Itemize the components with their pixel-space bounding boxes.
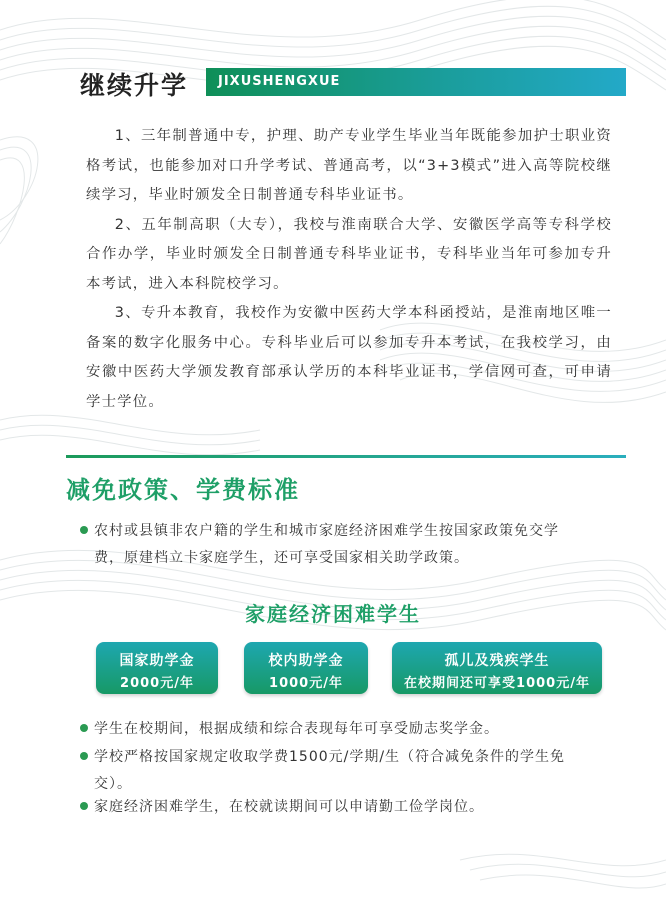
bullet-dot-icon (80, 802, 88, 810)
paragraph-3: 3、专升本教育，我校作为安徽中医药大学本科函授站，是淮南地区唯一备案的数字化服务中心。专科毕业后可以参加专升本考试，在我校学习，由安徽中医药大学颁发教育部承认学历的本科毕业证书，学信网可查，可申请学士学位。 (86, 305, 612, 410)
bullet-dot-icon (80, 526, 88, 534)
paragraph-1: 1、三年制普通中专，护理、助产专业学生毕业当年既能参加护士职业资格考试，也能参加对口升学考试、普通高考，以“3+3模式”进入高等院校继续学习，毕业时颁发全日制普通专科毕业证书。 (86, 128, 612, 203)
card-national-grant: 国家助学金 2000元/年 (96, 642, 218, 694)
paragraph-2: 2、五年制高职（大专），我校与淮南联合大学、安徽医学高等专科学校合作办学，毕业时颁发全日制普通专科毕业证书，专科毕业当年可参加专升本考试，进入本科院校学习。 (86, 216, 612, 292)
list-item: 家庭经济困难学生，在校就读期间可以申请勤工俭学岗位。 (80, 794, 620, 821)
section-title-bar (206, 68, 626, 96)
list-item: 学校严格按国家规定收取学费1500元/学期/生（符合减免条件的学生免 交）。 (80, 744, 620, 798)
subtitle-needy-students: 家庭经济困难学生 (245, 602, 421, 626)
list-item: 农村或县镇非农户籍的学生和城市家庭经济困难学生按国家政策免交学 费，原建档立卡家庭学生，还可享受国家相关助学政策。 (80, 518, 620, 572)
section-divider (66, 455, 626, 458)
further-study-paragraphs (86, 122, 612, 417)
card-orphan-disabled: 孤儿及残疾学生 在校期间还可享受1000元/年 (392, 642, 602, 694)
list-item: 学生在校期间，根据成绩和综合表现每年可享受励志奖学金。 (80, 716, 620, 743)
section-title-fee-policy: 减免政策、学费标准 (66, 476, 300, 504)
card-school-grant: 校内助学金 1000元/年 (244, 642, 368, 694)
bullet-dot-icon (80, 724, 88, 732)
section-title-pinyin: JIXUSHENGXUE (218, 74, 341, 89)
bullet-dot-icon (80, 752, 88, 760)
section-title-further-study: 继续升学 (80, 71, 189, 100)
